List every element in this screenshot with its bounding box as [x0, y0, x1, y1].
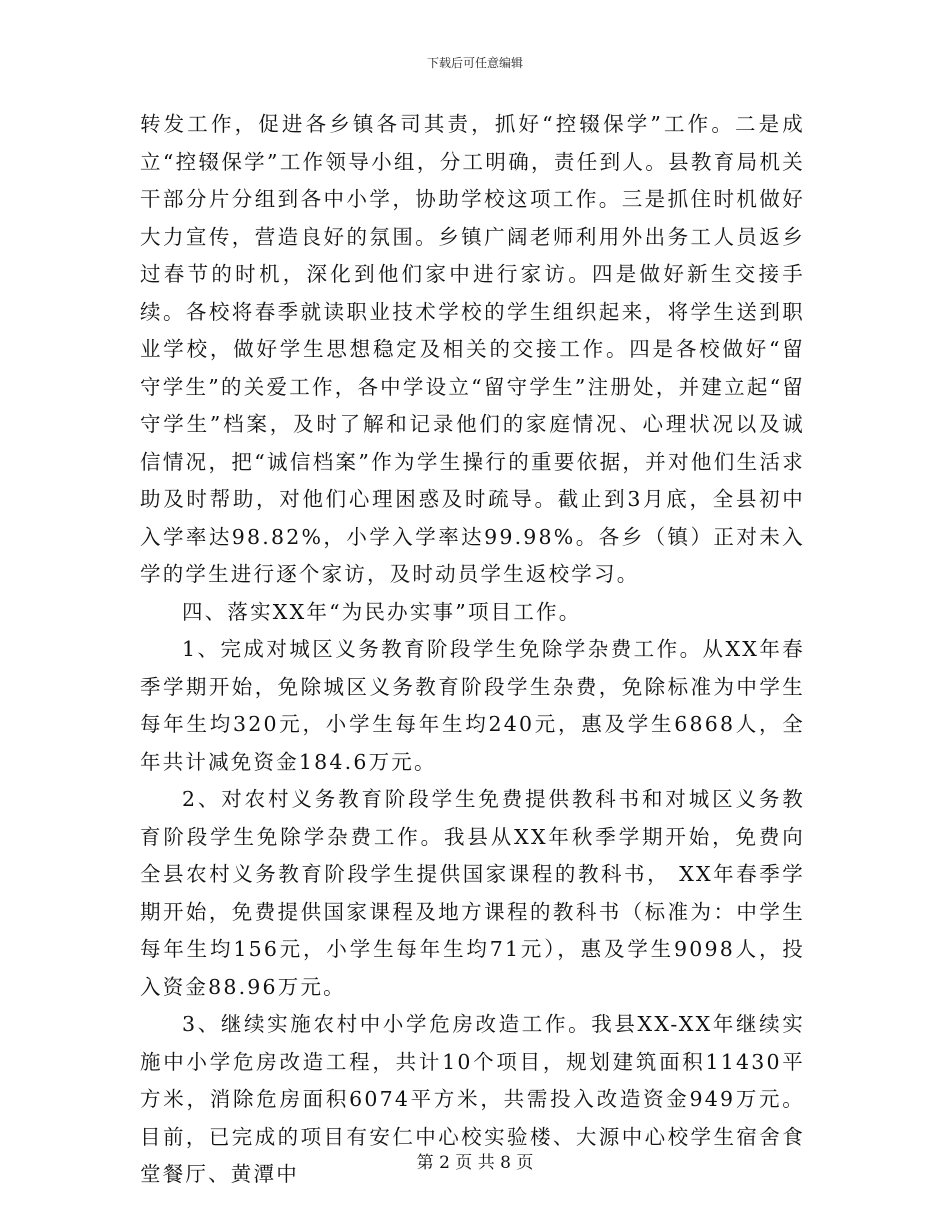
document-body: [140, 106, 805, 1194]
page-number: 第 2 页 共 8 页: [416, 1153, 534, 1173]
paragraph-item-2: 2、对农村义务教育阶段学生免费提供教科书和对城区义务教育阶段学生免除学杂费工作。我县从XX年秋季学期开始，免费向全县农村义务教育阶段学生提供国家课程的教科书， XX年春季学期开始，免费提供国家课程及地方课程的教科书（标准为：中学生每年生均156元，小学生每年生均71元），惠及学生9098人，投入资金88.96万元。: [140, 787, 805, 999]
paragraph-item-3: 3、继续实施农村中小学危房改造工作。我县XX-XX年继续实施中小学危房改造工程，共计10个项目，规划建筑面积11430平方米，消除危房面积6074平方米，共需投入改造资金949万元。目前，已完成的项目有安仁中心校实验楼、大源中心校学生宿舍食堂餐厅、黄潭中: [140, 1012, 805, 1186]
paragraph-item-1: 1、完成对城区义务教育阶段学生免除学杂费工作。从XX年春季学期开始，免除城区义务教育阶段学生杂费，免除标准为中学生每年生均320元，小学生每年生均240元，惠及学生6868人，全年共计减免资金184.6万元。: [140, 637, 805, 774]
section-heading: 四、落实XX年“为民办实事”项目工作。: [182, 599, 582, 624]
page-header: 下载后可任意编辑: [426, 56, 523, 70]
paragraph-continuation: 转发工作，促进各乡镇各司其责，抓好“控辍保学”工作。二是成立“控辍保学”工作领导小组，分工明确，责任到人。县教育局机关干部分片分组到各中小学，协助学校这项工作。三是抓住时机做好大力宣传，营造良好的氛围。乡镇广阔老师利用外出务工人员返乡过春节的时机，深化到他们家中进行家访。四是做好新生交接手续。各校将春季就读职业技术学校的学生组织起来，将学生送到职业学校，做好学生思想稳定及相关的交接工作。四是各校做好“留守学生”的关爱工作，各中学设立“留守学生”注册处，并建立起“留守学生”档案，及时了解和记录他们的家庭情况、心理状况以及诚信情况，把“诚信档案”作为学生操行的重要依据，并对他们生活求助及时帮助，对他们心理困惑及时疏导。截止到3月底，全县初中入学率达98.82%，小学入学率达99.98%。各乡（镇）正对未入学的学生进行逐个家访，及时动员学生返校学习。: [140, 112, 805, 586]
